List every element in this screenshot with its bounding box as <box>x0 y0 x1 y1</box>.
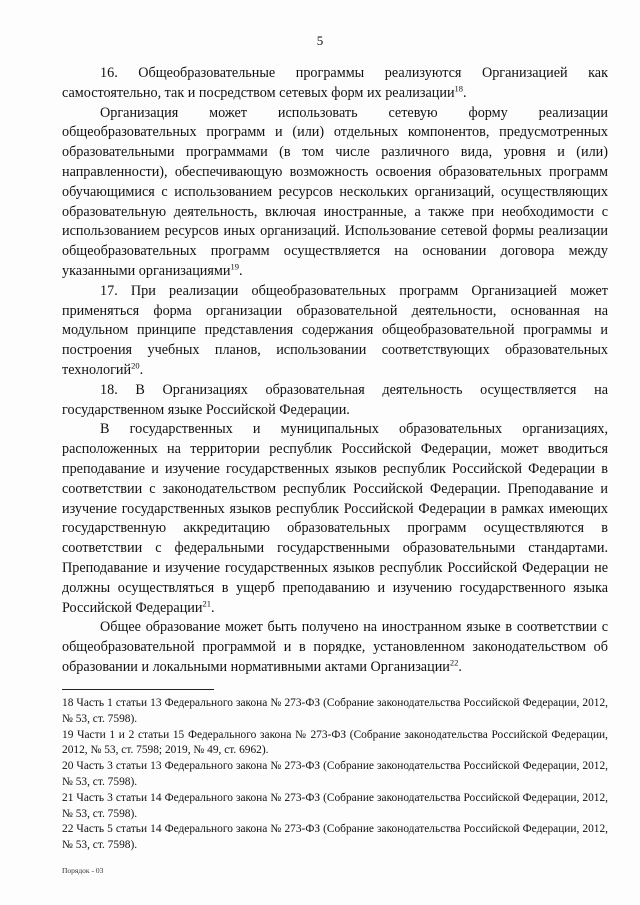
paragraph-16 <box>62 64 608 104</box>
footnote-20: 20 Часть 3 статьи 13 Федерального закона № 273-ФЗ (Собрание законодательства Российской Федерации, 2012, № 53, ст. 7598). <box>62 760 608 788</box>
footnote-ref[interactable]: 21 <box>202 597 211 608</box>
paragraph-text: 18. В Организациях образовательная деятельность осуществляется на государственном языке Российской Федерации. <box>62 381 608 418</box>
page-number: 5 <box>316 33 324 48</box>
footnote-ref[interactable]: 18 <box>454 83 464 94</box>
footnote-ref[interactable]: 20 <box>131 360 140 371</box>
paragraph-republic-languages <box>62 420 608 618</box>
paragraph-tail: . <box>458 658 462 675</box>
footnote-22: 22 Часть 5 статьи 14 Федерального закона № 273-ФЗ (Собрание законодательства Российской Федерации, 2012, № 53, ст. 7598). <box>62 823 608 852</box>
paragraph-network-form <box>62 104 608 282</box>
paragraph-tail: . <box>139 361 144 378</box>
paragraph-18 <box>62 381 608 421</box>
paragraph-text: Общее образование может быть получено на иностранном языке в соответствии с общеобразовательной программой и в порядке, установленном законодательством об образовании и локальными нормативными актами Организации <box>62 619 608 675</box>
footnotes <box>62 696 608 854</box>
paragraph-text: Организация может использовать сетевую форму реализации общеобразовательных программ и (или) отдельных компонентов, предусмотренных образовательными программами (в том числе различного вида, уровня и (или) направленности), обеспечивающую возможность освоения образовательных программ обучающимися с использованием ресурсов нескольких организаций, осуществляющих образовательную деятельность, включая иностранные, а также при необходимости с использованием ресурсов иных организаций. Использование сетевой формы реализации общеобразовательных программ осуществляется на основании договора между указанными организациями <box>62 104 608 279</box>
footnote-ref[interactable]: 22 <box>449 657 459 668</box>
paragraph-text: 16. Общеобразовательные программы реализуются Организацией как самостоятельно, так и посредством сетевых форм их реализации <box>62 65 608 101</box>
paragraph-17 <box>62 282 608 381</box>
paragraph-tail: . <box>210 599 215 616</box>
footnote-19: 19 Части 1 и 2 статьи 15 Федерального закона № 273-ФЗ (Собрание законодательства Российской Федерации, 2012, № 53, ст. 7598; 2019, № 49, ст. 6962). <box>62 728 608 757</box>
paragraph-tail: . <box>463 84 467 101</box>
body-text <box>62 64 608 678</box>
footnote-separator <box>62 689 214 690</box>
paragraph-text: 17. При реализации общеобразовательных программ Организацией может применяться форма организации образовательной деятельности, основанная на модульном принципе представления содержания общеобразовательной программы и построения учебных планов, использовании соответствующих образовательных технологий <box>62 282 608 378</box>
footnote-21: 21 Часть 3 статьи 14 Федерального закона № 273-ФЗ (Собрание законодательства Российской Федерации, 2012, № 53, ст. 7598). <box>62 791 608 820</box>
footnote-ref[interactable]: 19 <box>230 261 239 272</box>
paragraph-tail: . <box>238 262 243 279</box>
paragraph-foreign-language <box>62 618 608 677</box>
footer-label: Порядок - 03 <box>62 866 104 875</box>
footnote-18: 18 Часть 1 статьи 13 Федерального закона № 273-ФЗ (Собрание законодательства Российской Федерации, 2012, № 53, ст. 7598). <box>62 697 608 725</box>
paragraph-text: В государственных и муниципальных образовательных организациях, расположенных на территории республик Российской Федерации, может вводиться преподавание и изучение государственных языков республик Российской Федерации в соответствии с законодательством республик Российской Федерации. Преподавание и изучение государственных языков республик Российской Федерации в рамках имеющих государственную аккредитацию образовательных программ осуществляются в соответствии с федеральными государственными образовательными стандартами. Преподавание и изучение государственных языков республик Российской Федерации не должны осуществляться в ущерб преподаванию и изучению государственного языка Российской Федерации <box>62 421 608 616</box>
